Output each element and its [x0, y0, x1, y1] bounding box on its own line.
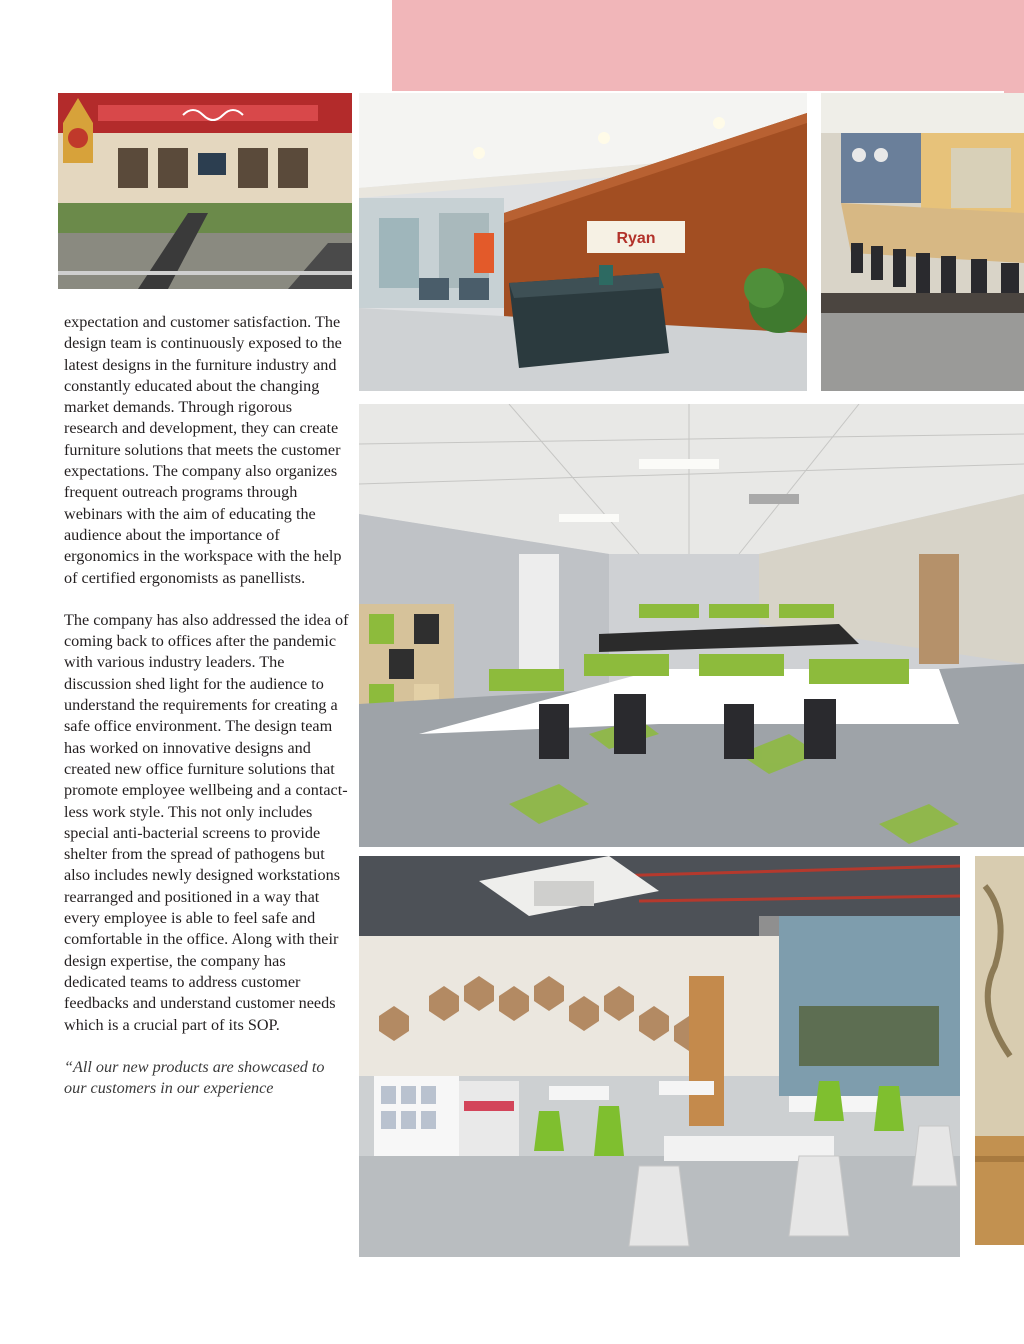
reception-sign-text: Ryan — [616, 230, 656, 247]
conference-room-photo — [821, 93, 1024, 391]
article-quote: “All our new products are showcased to our customers in our experience — [64, 1057, 325, 1098]
showroom-storefront-photo — [58, 93, 352, 289]
pink-accent-band — [392, 0, 1024, 91]
workstation-office-photo — [359, 404, 1024, 847]
decor-detail-photo — [975, 856, 1024, 1245]
article-paragraph: The company has also addressed the idea of coming back to offices after the pandemic with various industry leaders. The discussion shed light for the audience to understand the requirements for creating a safe office environment. The design team has worked on innovative designs and created new office furniture solutions that promote employee wellbeing and a contact-less work style. This not only includes special anti-bacterial screens to provide shelter from the spread of pathogens but also includes newly designed workstations rearranged and positioned in a way that every employee is able to feel safe and comfortable in the office. Along with their design expertise, the company has dedicated teams to address customer feedbacks and understand customer needs which is a crucial part of its SOP. — [64, 610, 349, 1034]
cafeteria-photo — [359, 856, 960, 1257]
article-text-column — [64, 312, 350, 1120]
reception-photo — [359, 93, 807, 391]
article-paragraph: expectation and customer satisfaction. The design team is continuously exposed to the latest designs in the furniture industry and constantly educated about the changing market demands. Through rigorous research and development, they can create furniture solutions that meets the customer expectations. The company also organizes frequent outreach programs through webinars with the aim of educating the audience about the importance of ergonomics in the workspace with the help of certified ergonomists as panellists. — [64, 313, 342, 587]
